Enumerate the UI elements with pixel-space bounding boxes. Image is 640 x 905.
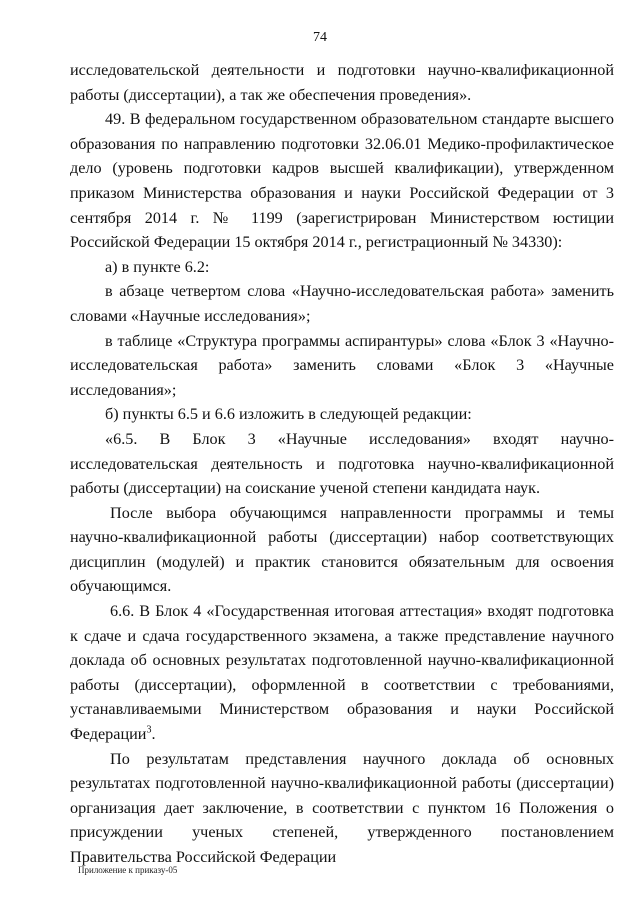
paragraph-conclusion: По результатам представления научного доклада об основных результатах подготовленной научно-квалификационной работы (диссертации) организация дает заключение, в соответствии с пунктом 16 Положения о присуждении ученых степеней, утвержденного постановлением Правительства Российской Федерации (70, 749, 614, 866)
paragraph-subitem-a: а) в пункте 6.2: (105, 257, 210, 276)
paragraph-continuation: исследовательской деятельности и подготовки научно-квалификационной работы (диссертации), а так же обеспечения проведения». (70, 61, 614, 104)
clause-6-6-text: 6.6. В Блок 4 «Государственная итоговая аттестация» входят подготовка к сдаче и сдача государственного экзамена, а также представление научного доклада об основных результатах подготовленной научно-квалификационной работы (диссертации), оформленной в соответствии с требованиями, устанавливаемыми Министерством образования и науки Российской Федерации (70, 602, 614, 744)
footnote-marker: 3 (146, 724, 152, 736)
paragraph-after-selection: После выбора обучающимся направленности программы и темы научно-квалификационной работы (диссертации) набор соответствующих дисциплин (модулей) и практик становится обязательным для освоения обучающимся. (70, 503, 614, 596)
paragraph-clause-6-6 (70, 599, 614, 747)
page-footer: Приложение к приказу-05 (78, 865, 178, 875)
document-body (70, 58, 614, 870)
paragraph-abzac-replace: в абзаце четвертом слова «Научно-исследовательская работа» заменить словами «Научные исследования»; (70, 282, 614, 325)
paragraph-table-replace: в таблице «Структура программы аспирантуры» слова «Блок 3 «Научно-исследовательская работа» заменить словами «Блок 3 «Научные исследования»; (70, 331, 614, 399)
clause-6-6-end: . (151, 725, 156, 744)
page-number: 74 (313, 30, 327, 45)
paragraph-item-49: 49. В федеральном государственном образовательном стандарте высшего образования по направлению подготовки 32.06.01 Медико-профилактическое дело (уровень подготовки кадров высшей квалификации), утвержденном приказом Министерства образования и науки Российской Федерации от 3 сентября 2014 г. № 1199 (зарегистрирован Министерством юстиции Российской Федерации 15 октября 2014 г., регистрационный № 34330): (70, 110, 614, 252)
paragraph-clause-6-5: «6.5. В Блок 3 «Научные исследования» входят научно-исследовательская деятельность и подготовка научно-квалификационной работы (диссертации) на соискание ученой степени кандидата наук. (70, 429, 614, 498)
paragraph-subitem-b: б) пункты 6.5 и 6.6 изложить в следующей редакции: (105, 405, 472, 424)
